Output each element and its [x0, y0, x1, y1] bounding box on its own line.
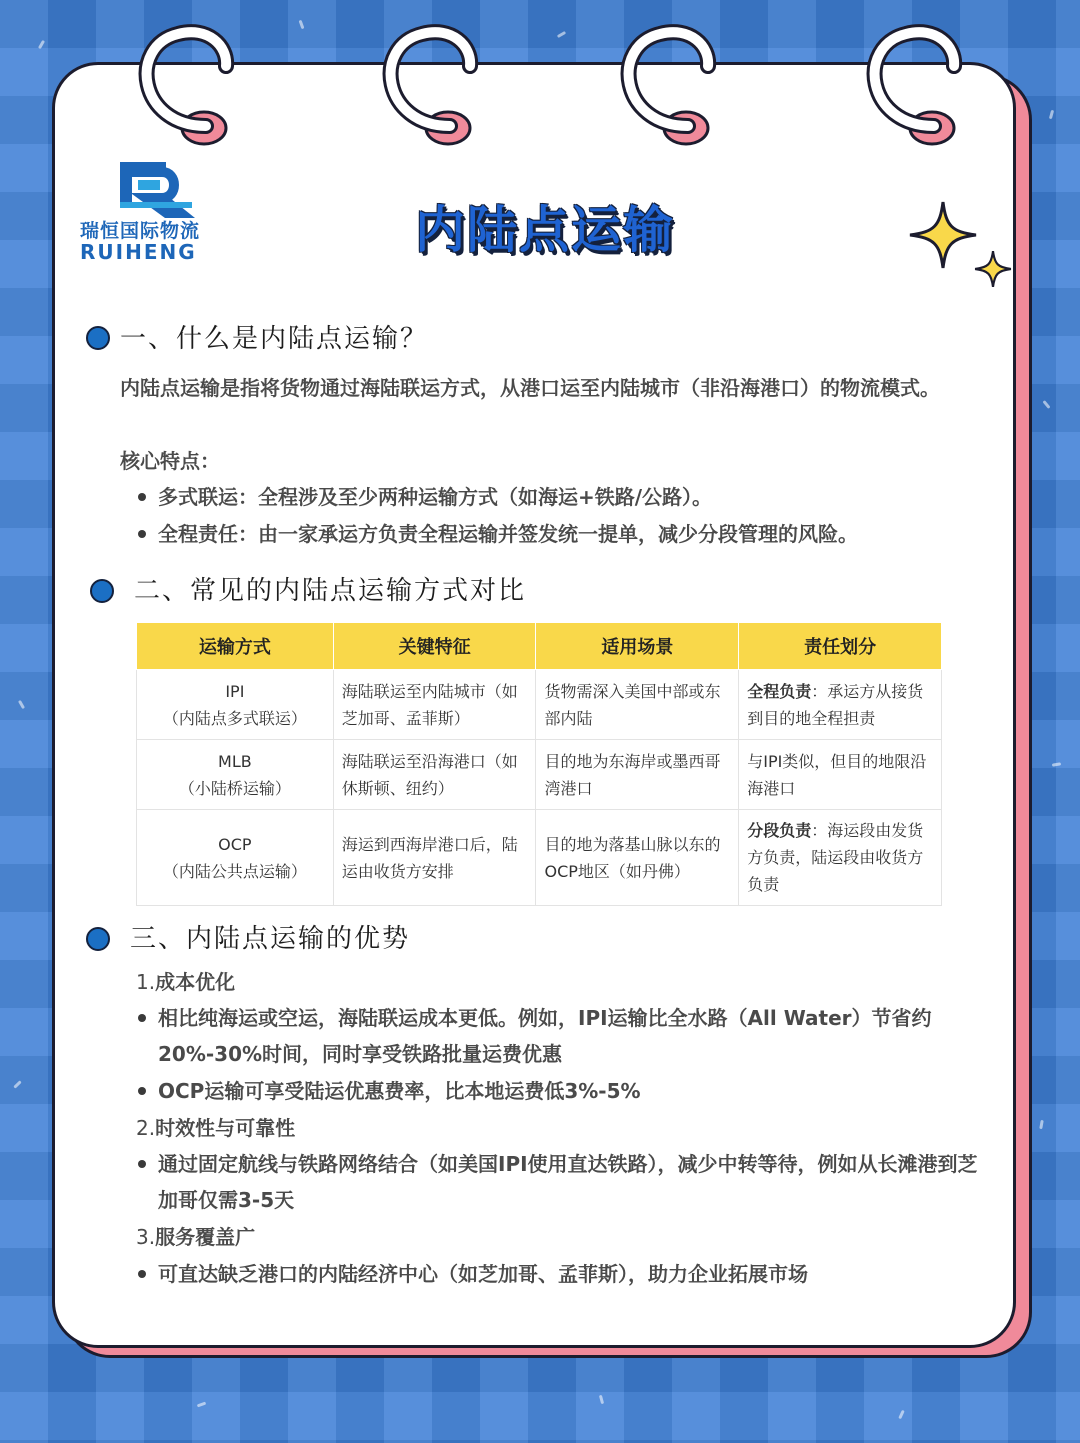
- section1-heading: 一、什么是内陆点运输？: [120, 324, 429, 354]
- advantage-item-1: [136, 964, 235, 1000]
- table-cell-mode: [137, 670, 334, 740]
- core-features-label: 核心特点：: [120, 449, 220, 473]
- advantage-item-3: [136, 1219, 255, 1255]
- item-number: 3.: [136, 1225, 156, 1249]
- item-label: 成本优化: [155, 970, 236, 994]
- list-item: 多式联运：全程涉及至少两种运输方式（如海运+铁路/公路）。: [136, 479, 986, 515]
- section3-heading: 三、内陆点运输的优势: [130, 924, 411, 954]
- table-cell-mode: [137, 740, 334, 810]
- table-header-cell: 责任划分: [739, 623, 942, 670]
- section-bullet-icon: [90, 579, 114, 603]
- table-cell-responsibility: [739, 670, 942, 740]
- item-number: 2.: [136, 1116, 156, 1140]
- binder-ring-icon: [372, 16, 492, 156]
- responsibility-text: ：海运段由发货方负责，陆运段由收货方负责: [747, 821, 924, 894]
- responsibility-text: ：承运方从接货到目的地全程担责: [747, 681, 924, 728]
- table-cell-scenario: 目的地为落基山脉以东的OCP地区（如丹佛）: [536, 810, 739, 906]
- mode-name: MLB: [218, 751, 252, 771]
- list-item: 通过固定航线与铁路网络结合（如美国IPI使用直达铁路），减少中转等待，例如从长滩港到芝加哥仅需3-5天: [136, 1146, 986, 1218]
- item-label: 服务覆盖广: [155, 1225, 256, 1249]
- logo-english-name: RUIHENG: [80, 240, 197, 264]
- responsibility-text: 与IPI类似，但目的地限沿海港口: [747, 751, 927, 798]
- item-number: 1.: [136, 970, 156, 994]
- sparkle-icon: [908, 200, 978, 270]
- mode-name: IPI: [225, 681, 245, 701]
- table-cell-scenario: 目的地为东海岸或墨西哥湾港口: [536, 740, 739, 810]
- list-item: 相比纯海运或空运，海陆联运成本更低。例如，IPI运输比全水路（All Water）节省约20%-30%时间，同时享受铁路批量运费优惠: [136, 1000, 986, 1072]
- table-cell-responsibility: [739, 740, 942, 810]
- responsibility-bold: 全程负责: [747, 681, 812, 701]
- logo-mark-icon: [116, 158, 196, 218]
- advantage-item-2: [136, 1110, 295, 1146]
- binder-ring-icon: [610, 16, 730, 156]
- mode-subtitle: （内陆点多式联运）: [162, 708, 307, 728]
- list-item: 可直达缺乏港口的内陆经济中心（如芝加哥、孟菲斯），助力企业拓展市场: [136, 1256, 986, 1292]
- binder-ring-icon: [856, 16, 976, 156]
- sparkle-icon: [974, 250, 1012, 288]
- table-cell-mode: [137, 810, 334, 906]
- comparison-table: [136, 622, 942, 906]
- list-item: 全程责任：由一家承运方负责全程运输并签发统一提单，减少分段管理的风险。: [136, 516, 986, 552]
- table-cell-feature: 海运到西海岸港口后，陆运由收货方安排: [333, 810, 536, 906]
- company-logo: [80, 158, 230, 262]
- table-cell-feature: 海陆联运至沿海港口（如休斯顿、纽约）: [333, 740, 536, 810]
- section-bullet-icon: [86, 326, 110, 350]
- table-cell-scenario: 货物需深入美国中部或东部内陆: [536, 670, 739, 740]
- section-bullet-icon: [86, 927, 110, 951]
- table-header-cell: 运输方式: [137, 623, 334, 670]
- responsibility-bold: 分段负责: [747, 821, 812, 840]
- section2-heading: 二、常见的内陆点运输方式对比: [134, 576, 527, 606]
- table-header-cell: 适用场景: [536, 623, 739, 670]
- page-title: 内陆点运输: [415, 201, 675, 259]
- table-row: [137, 740, 942, 810]
- mode-subtitle: （内陆公共点运输）: [162, 861, 307, 881]
- binder-ring-icon: [128, 16, 248, 156]
- mode-name: OCP: [218, 834, 252, 854]
- logo-chinese-name: 瑞恒国际物流: [80, 220, 201, 242]
- section1-paragraph: 内陆点运输是指将货物通过海陆联运方式，从港口运至内陆城市（非沿海港口）的物流模式。: [120, 376, 940, 400]
- table-row: [137, 810, 942, 906]
- table-header-cell: 关键特征: [333, 623, 536, 670]
- mode-subtitle: （小陆桥运输）: [178, 778, 291, 798]
- table-cell-feature: 海陆联运至内陆城市（如芝加哥、孟菲斯）: [333, 670, 536, 740]
- list-item: OCP运输可享受陆运优惠费率，比本地运费低3%-5%: [136, 1073, 986, 1109]
- table-cell-responsibility: [739, 810, 942, 906]
- item-label: 时效性与可靠性: [155, 1116, 296, 1140]
- table-row: [137, 670, 942, 740]
- table-header-row: [137, 623, 942, 670]
